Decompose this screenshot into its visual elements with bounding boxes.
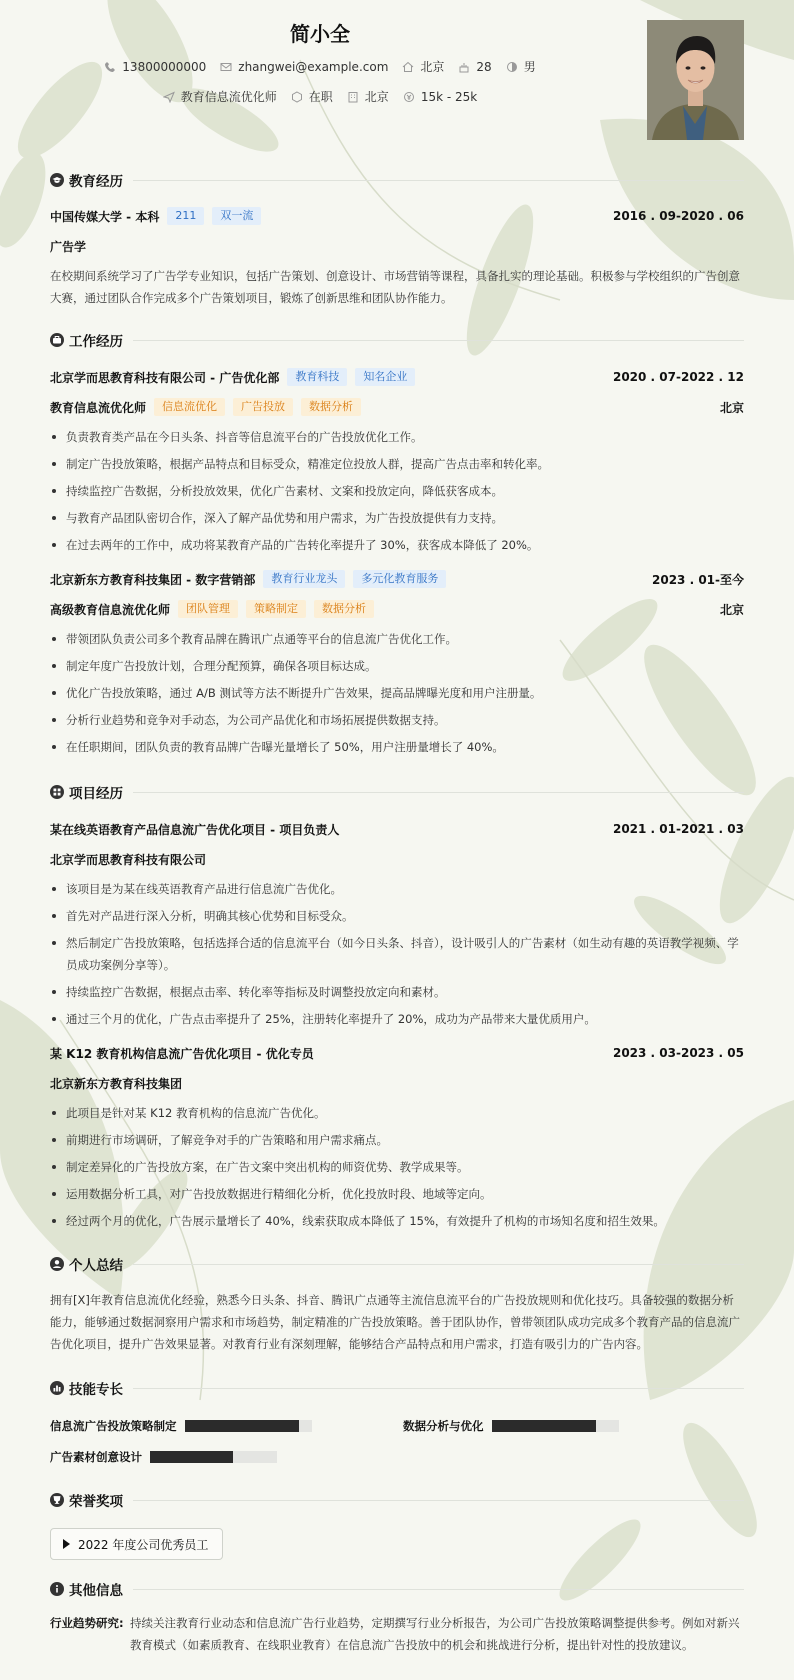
list-item: 制定广告投放策略，根据产品特点和目标受众，精准定位投放人群，提高广告点击率和转化率。 [50, 453, 744, 475]
project-company: 北京学而思教育科技有限公司 [50, 852, 207, 867]
skill-item [50, 1418, 312, 1434]
gender-item [506, 58, 536, 75]
position-title: 教育信息流优化师 [50, 400, 147, 415]
target-job-value: 教育信息流优化师 [180, 90, 277, 104]
section-divider [133, 1589, 744, 1590]
list-item: 该项目是为某在线英语教育产品进行信息流广告优化。 [50, 878, 744, 900]
status-icon [291, 91, 303, 103]
other-info-label: 行业趋势研究: [50, 1616, 124, 1630]
award-name: 2022 年度公司优秀员工 [78, 1537, 209, 1552]
send-icon [163, 91, 175, 103]
target-city-item [347, 88, 389, 105]
target-job-item [163, 88, 277, 105]
user-icon [50, 1257, 64, 1271]
major-row [50, 235, 744, 257]
age-value: 28 [476, 59, 492, 74]
section-title: 其他信息 [69, 1583, 123, 1599]
candidate-name: 简小全 [290, 22, 350, 46]
section-divider [133, 180, 744, 181]
cake-icon [458, 61, 470, 73]
salary-item [403, 88, 477, 105]
list-item: 优化广告投放策略，通过 A/B 测试等方法不断提升广告效果，提高品牌曝光度和用户注册量。 [50, 682, 744, 704]
list-item: 带领团队负责公司多个教育品牌在腾讯广点通等平台的信息流广告优化工作。 [50, 628, 744, 650]
phone-number: 13800000000 [122, 59, 207, 74]
company-tag: 教育行业龙头 [263, 570, 345, 588]
project-1-bullets [50, 878, 744, 1035]
project-1-header [50, 818, 744, 840]
mail-icon [220, 61, 232, 73]
skill-bar [185, 1420, 312, 1432]
work-1-position [50, 396, 744, 418]
skill-bar [492, 1420, 619, 1432]
briefcase-icon [50, 333, 64, 347]
company-tag: 多元化教育服务 [353, 570, 446, 588]
profile-photo [647, 20, 744, 140]
triangle-right-icon [63, 1539, 70, 1549]
company-name: 北京新东方教育科技集团 - 数字营销部 [50, 572, 256, 587]
list-item: 此项目是针对某 K12 教育机构的信息流广告优化。 [50, 1102, 744, 1124]
other-info-text: 持续关注教育行业动态和信息流广告行业趋势，定期撰写行业分析报告，为公司广告投放策略调整提供参考。例如对新兴教育模式（如素质教育、在线职业教育）在信息流广告投放中的机会和挑战进行分析，提出针对性的投放建议。 [130, 1616, 740, 1652]
skill-bar [150, 1451, 277, 1463]
project-2-company-row [50, 1072, 744, 1094]
skill-item [50, 1449, 277, 1465]
project-date: 2023 . 03-2023 . 05 [612, 1046, 744, 1060]
project-date: 2021 . 01-2021 . 03 [612, 822, 744, 836]
list-item: 在任职期间，团队负责的教育品牌广告曝光量增长了 50%，用户注册量增长了 40%。 [50, 736, 744, 758]
work-1-header [50, 366, 744, 388]
project-name: 某 K12 教育机构信息流广告优化项目 - 优化专员 [50, 1046, 314, 1061]
status-item [291, 88, 333, 105]
company-tag: 教育科技 [287, 368, 347, 386]
skill-tag: 数据分析 [301, 398, 361, 416]
section-divider [133, 792, 744, 793]
graduation-cap-icon [50, 173, 64, 187]
section-education [50, 168, 744, 192]
other-info-item [50, 1612, 744, 1656]
school-tag: 双一流 [212, 207, 261, 225]
money-icon [403, 91, 415, 103]
list-item: 在过去两年的工作中，成功将某教育产品的广告转化率提升了 30%，获客成本降低了 20%。 [50, 534, 744, 556]
major: 广告学 [50, 239, 87, 254]
job-intent-row [0, 88, 640, 105]
location-item [402, 58, 444, 75]
gender-icon [506, 61, 518, 73]
trophy-icon [50, 1493, 64, 1507]
avatar-portrait [647, 20, 744, 140]
project-2-header [50, 1042, 744, 1064]
skill-tag: 广告投放 [233, 398, 293, 416]
section-divider [133, 1500, 744, 1501]
skill-bar-fill [185, 1420, 299, 1432]
list-item: 前期进行市场调研，了解竞争对手的广告策略和用户需求痛点。 [50, 1129, 744, 1151]
section-summary [50, 1252, 744, 1276]
list-item: 制定差异化的广告投放方案，在广告文案中突出机构的师资优势、教学成果等。 [50, 1156, 744, 1178]
gender-value: 男 [523, 60, 536, 74]
project-2-bullets [50, 1102, 744, 1237]
skill-tag: 团队管理 [178, 600, 238, 618]
section-title: 工作经历 [69, 334, 123, 350]
phone-icon [104, 61, 116, 73]
work-date: 2020 . 07-2022 . 12 [612, 370, 744, 384]
award-item[interactable] [50, 1528, 223, 1560]
section-divider [133, 1388, 744, 1389]
salary-value: 15k - 25k [420, 89, 478, 104]
company-tag: 知名企业 [355, 368, 415, 386]
phone-item [104, 58, 206, 75]
skill-name: 信息流广告投放策略制定 [50, 1419, 177, 1433]
work-city: 北京 [719, 602, 744, 617]
education-date: 2016 . 09-2020 . 06 [612, 209, 744, 223]
project-1-company-row [50, 848, 744, 870]
section-title: 技能专长 [69, 1382, 123, 1398]
skill-bar-fill [150, 1451, 233, 1463]
project-company: 北京新东方教育科技集团 [50, 1076, 183, 1091]
work-2-position [50, 598, 744, 620]
school-name: 中国传媒大学 - 本科 [50, 209, 160, 224]
skill-name: 广告素材创意设计 [50, 1450, 142, 1464]
status-value: 在职 [308, 90, 333, 104]
target-city-value: 北京 [364, 90, 389, 104]
email-item [220, 58, 388, 75]
skill-item [403, 1418, 619, 1434]
school-tag: 211 [167, 207, 204, 225]
contact-info-row [0, 58, 640, 75]
section-work [50, 328, 744, 352]
building-icon [347, 91, 359, 103]
skill-tag: 策略制定 [246, 600, 306, 618]
section-title: 个人总结 [69, 1258, 123, 1274]
section-skills [50, 1376, 744, 1400]
section-awards [50, 1488, 744, 1512]
info-icon [50, 1582, 64, 1596]
summary-text: 拥有[X]年教育信息流优化经验，熟悉今日头条、抖音、腾讯广点通等主流信息流平台的广告投放规则和优化技巧。具备较强的数据分析能力，能够通过数据洞察用户需求和市场趋势，制定精准的广告投放策略。善于团队协作，曾带领团队成功完成多个教育产品的信息流广告优化项目，提升广告效果显著。对教育行业有深刻理解，能够结合产品特点和用户需求，打造有吸引力的广告内容。 [50, 1293, 740, 1351]
age-item [458, 58, 491, 75]
section-divider [133, 340, 744, 341]
section-other [50, 1577, 744, 1601]
work-1-bullets [50, 426, 744, 561]
company-name: 北京学而思教育科技有限公司 - 广告优化部 [50, 370, 280, 385]
grid-icon [50, 785, 64, 799]
list-item: 负责教育类产品在今日头条、抖音等信息流平台的广告投放优化工作。 [50, 426, 744, 448]
section-projects [50, 780, 744, 804]
list-item: 分析行业趋势和竞争对手动态，为公司产品优化和市场拓展提供数据支持。 [50, 709, 744, 731]
home-icon [402, 61, 414, 73]
skill-bar-fill [492, 1420, 596, 1432]
skill-name: 数据分析与优化 [403, 1419, 484, 1433]
list-item: 持续监控广告数据，根据点击率、转化率等指标及时调整投放定向和素材。 [50, 981, 744, 1003]
list-item: 与教育产品团队密切合作，深入了解产品优势和用户需求，为广告投放提供有力支持。 [50, 507, 744, 529]
list-item: 持续监控广告数据，分析投放效果，优化广告素材、文案和投放定向，降低获客成本。 [50, 480, 744, 502]
list-item: 制定年度广告投放计划，合理分配预算，确保各项目标达成。 [50, 655, 744, 677]
work-2-bullets [50, 628, 744, 763]
work-city: 北京 [719, 400, 744, 415]
work-2-header [50, 568, 744, 590]
location-value: 北京 [420, 60, 445, 74]
list-item: 运用数据分析工具，对广告投放数据进行精细化分析，优化投放时段、地域等定向。 [50, 1183, 744, 1205]
list-item: 经过两个月的优化，广告展示量增长了 40%，线索获取成本降低了 15%，有效提升了机构的市场知名度和招生效果。 [50, 1210, 744, 1232]
position-title: 高级教育信息流优化师 [50, 602, 171, 617]
section-divider [133, 1264, 744, 1265]
list-item: 首先对产品进行深入分析，明确其核心优势和目标受众。 [50, 905, 744, 927]
list-item: 通过三个月的优化，广告点击率提升了 25%，注册转化率提升了 20%，成功为产品带来大量优质用户。 [50, 1008, 744, 1030]
skill-tag: 数据分析 [314, 600, 374, 618]
project-name: 某在线英语教育产品信息流广告优化项目 - 项目负责人 [50, 822, 340, 837]
education-description: 在校期间系统学习了广告学专业知识，包括广告策划、创意设计、市场营销等课程，具备扎实的理论基础。积极参与学校组织的广告创意大赛，通过团队合作完成多个广告策划项目，锻炼了创新思维和团队协作能力。 [50, 269, 740, 305]
education-header [50, 205, 744, 227]
section-title: 教育经历 [69, 174, 123, 190]
work-date: 2023 . 01-至今 [652, 572, 744, 587]
chart-icon [50, 1381, 64, 1395]
section-title: 荣誉奖项 [69, 1494, 123, 1510]
skill-tag: 信息流优化 [154, 398, 225, 416]
list-item: 然后制定广告投放策略，包括选择合适的信息流平台（如今日头条、抖音），设计吸引人的广告素材（如生动有趣的英语教学视频、学员成功案例分享等）。 [50, 932, 744, 976]
section-title: 项目经历 [69, 786, 123, 802]
email-address: zhangwei@example.com [238, 59, 389, 74]
